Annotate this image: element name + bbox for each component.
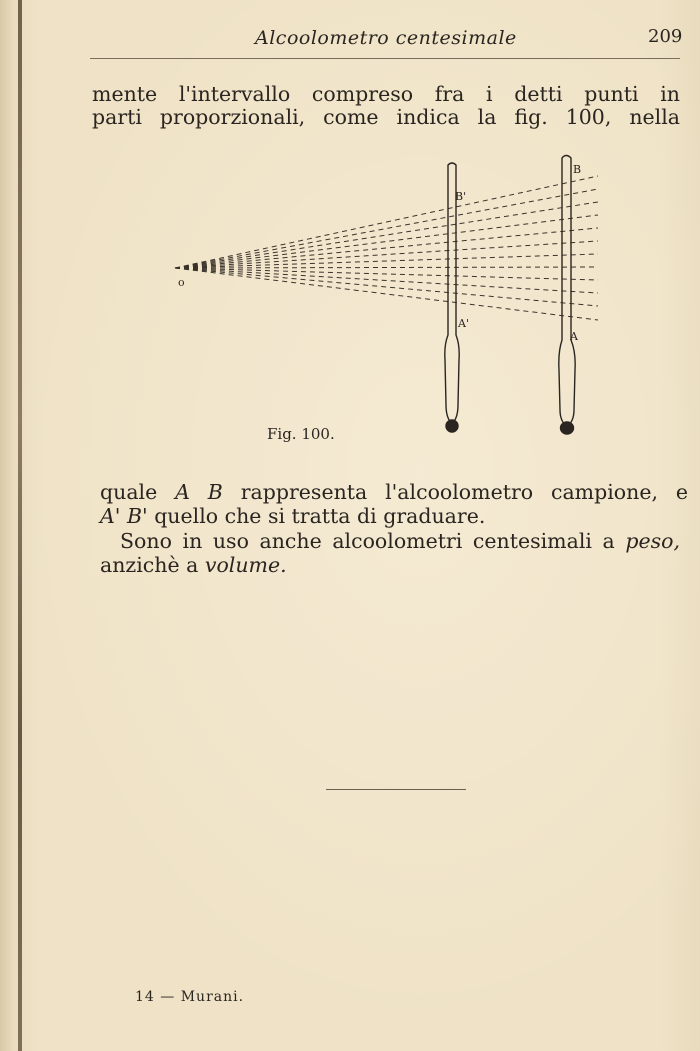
printer-signature: 14 — Murani.: [135, 989, 245, 1005]
label-a: A: [570, 330, 578, 343]
label-origin-o: o: [178, 276, 185, 289]
figure-100-diagram: [0, 0, 700, 460]
hydrometer-a-b: [559, 156, 575, 435]
page-number: 209: [648, 26, 683, 47]
figure-caption: Fig. 100.: [267, 425, 335, 443]
projection-lines: [175, 176, 598, 320]
label-b-prime: B': [455, 190, 467, 203]
label-a-prime: A': [458, 317, 469, 330]
section-end-rule: [326, 789, 466, 790]
text-line-4: A' B' quello che si tratta di graduare.: [100, 504, 486, 528]
text-line-6: anzichè a volume.: [100, 553, 287, 577]
label-b: B: [573, 163, 582, 176]
text-line-1: mente l'intervallo compreso fra i detti punti in: [92, 82, 680, 106]
hydrometer-a-prime-b-prime: [445, 163, 459, 432]
text-line-3: quale A B rappresenta l'alcoolometro campione, e: [100, 480, 688, 504]
running-title: Alcoolometro centesimale: [255, 27, 517, 49]
text-line-2: parti proporzionali, come indica la fig. 100, nella: [92, 105, 680, 129]
text-line-5: Sono in uso anche alcoolometri centesimali a peso,: [120, 529, 680, 553]
